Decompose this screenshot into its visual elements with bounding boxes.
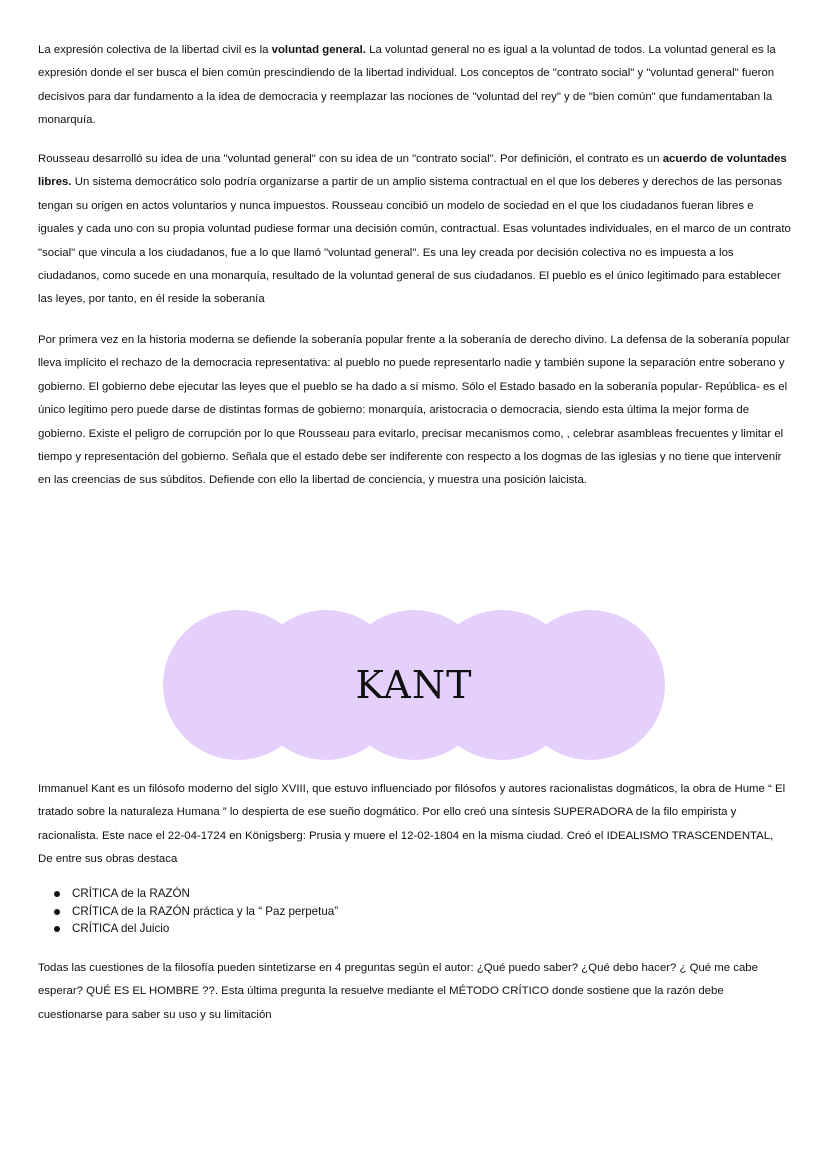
paragraph-text: Por primera vez en la historia moderna se defiende la soberanía popular frente a la soberanía de derecho divino. La defensa de la soberanía popular lleva implícito el rechazo de la democracia representativa: al pueblo no puede representarlo nadie y también supone la separación entre soberano y gobierno. El gobierno debe ejecutar las leyes que el pueblo se ha dado a sí mismo. Sólo el Estado basado en la soberanía popular- República- es el único legitimo pero puede darse de distintas formas de gobierno: monarquía, aristocracia o democracia, siendo esta última la mejor forma de gobierno. Existe el peligro de corrupción por lo que Rousseau para evitarlo, precisar mecanismos como, , celebrar asambleas frecuentes y limitar el tiempo y representación del gobierno. Señala que el estado debe ser indiferente con respecto a los dogmas de las iglesias y no tiene que intervenir en las creencias de sus súbditos. Defiende con ello la libertad de conciencia, y muestra una posición laicista. bbox=[38, 334, 790, 487]
paragraph-kant-intro bbox=[38, 778, 790, 872]
paragraph-text: Immanuel Kant es un filósofo moderno del siglo XVIII, que estuvo influenciado por filósofos y autores racionalistas dogmáticos, la obra de Hume “ El tratado sobre la naturaleza Humana ” lo despierta de ese sueño dogmático. Por ello creó una síntesis SUPERADORA de la filo empirista y racionalista. Este nace el 22-04-1724 en Königsberg: Prusia y muere el 12-02-1804 en la misma ciudad. Creó el IDEALISMO TRASCENDENTAL, De entre sus obras destaca bbox=[38, 783, 786, 866]
list-item-text: CRÍTICA del Juicio bbox=[72, 922, 170, 935]
section-title: KANT bbox=[355, 663, 473, 707]
paragraph-text: Todas las cuestiones de la filosofía pueden sintetizarse en 4 preguntas según el autor: ¿Qué puedo saber? ¿Qué debo hacer? ¿ Qué me cabe esperar? QUÉ ES EL HOMBRE ??. Esta última pregunta la resuelve mediante el MÉTODO CRÍTICO donde sostiene que la razón debe cuestionarse para saber su uso y su limitación bbox=[38, 962, 758, 1021]
bullet-icon bbox=[54, 909, 60, 915]
paragraph-contrato-social bbox=[38, 148, 792, 312]
paragraph-text: La voluntad general no es igual a la voluntad de todos. La voluntad general es la expresión donde el ser busca el bien común prescindiendo de la libertad individual. Los conceptos de "contrato social" y "voluntad general" fueron decisivos para dar fundamento a la idea de democracia y reemplazar las nociones de "voluntad del rey" y de "bien común" que fundamentaban la monarquía. bbox=[38, 44, 776, 127]
list-item bbox=[38, 885, 338, 903]
bullet-icon bbox=[54, 891, 60, 897]
kant-title-banner bbox=[163, 610, 665, 760]
list-item-text: CRÍTICA de la RAZÓN práctica y la “ Paz perpetua” bbox=[72, 904, 339, 918]
paragraph-voluntad-general bbox=[38, 39, 790, 133]
paragraph-text: Un sistema democrático solo podría organizarse a partir de un amplio sistema contractual en el que los deberes y derechos de las personas tengan su origen en actos voluntarios y nunca impuestos. Rousseau concibió un modelo de sociedad en el que los ciudadanos fueran libres e iguales y cada uno con su propia voluntad pudiese formar una decisión común, contractual. Esas voluntades individuales, en el marco de un contrato "social" que vincula a los ciudadanos, fue a lo que llamó "voluntad general". Es una ley creada por decisión colectiva no es impuesta a los ciudadanos, como sucede en una monarquía, resultado de la voluntad general de sus ciudadanos. El pueblo es el único legitimado para establecer las leyes, por tanto, en él reside la soberanía bbox=[38, 176, 791, 306]
list-item bbox=[38, 920, 338, 938]
paragraph-kant-questions bbox=[38, 957, 790, 1027]
bold-term: acuerdo de voluntades libres. bbox=[38, 153, 787, 189]
list-item bbox=[38, 903, 338, 921]
paragraph-soberania-popular bbox=[38, 329, 790, 493]
bullet-icon bbox=[54, 926, 60, 932]
bold-term: voluntad general. bbox=[271, 44, 366, 56]
paragraph-text: La expresión colectiva de la libertad civil es la bbox=[38, 44, 272, 56]
paragraph-text: Rousseau desarrolló su idea de una "voluntad general" con su idea de un "contrato social". Por definición, el contrato es un bbox=[38, 153, 663, 165]
list-item-text: CRÍTICA de la RAZÓN bbox=[72, 887, 190, 900]
kant-works-list bbox=[38, 885, 338, 938]
